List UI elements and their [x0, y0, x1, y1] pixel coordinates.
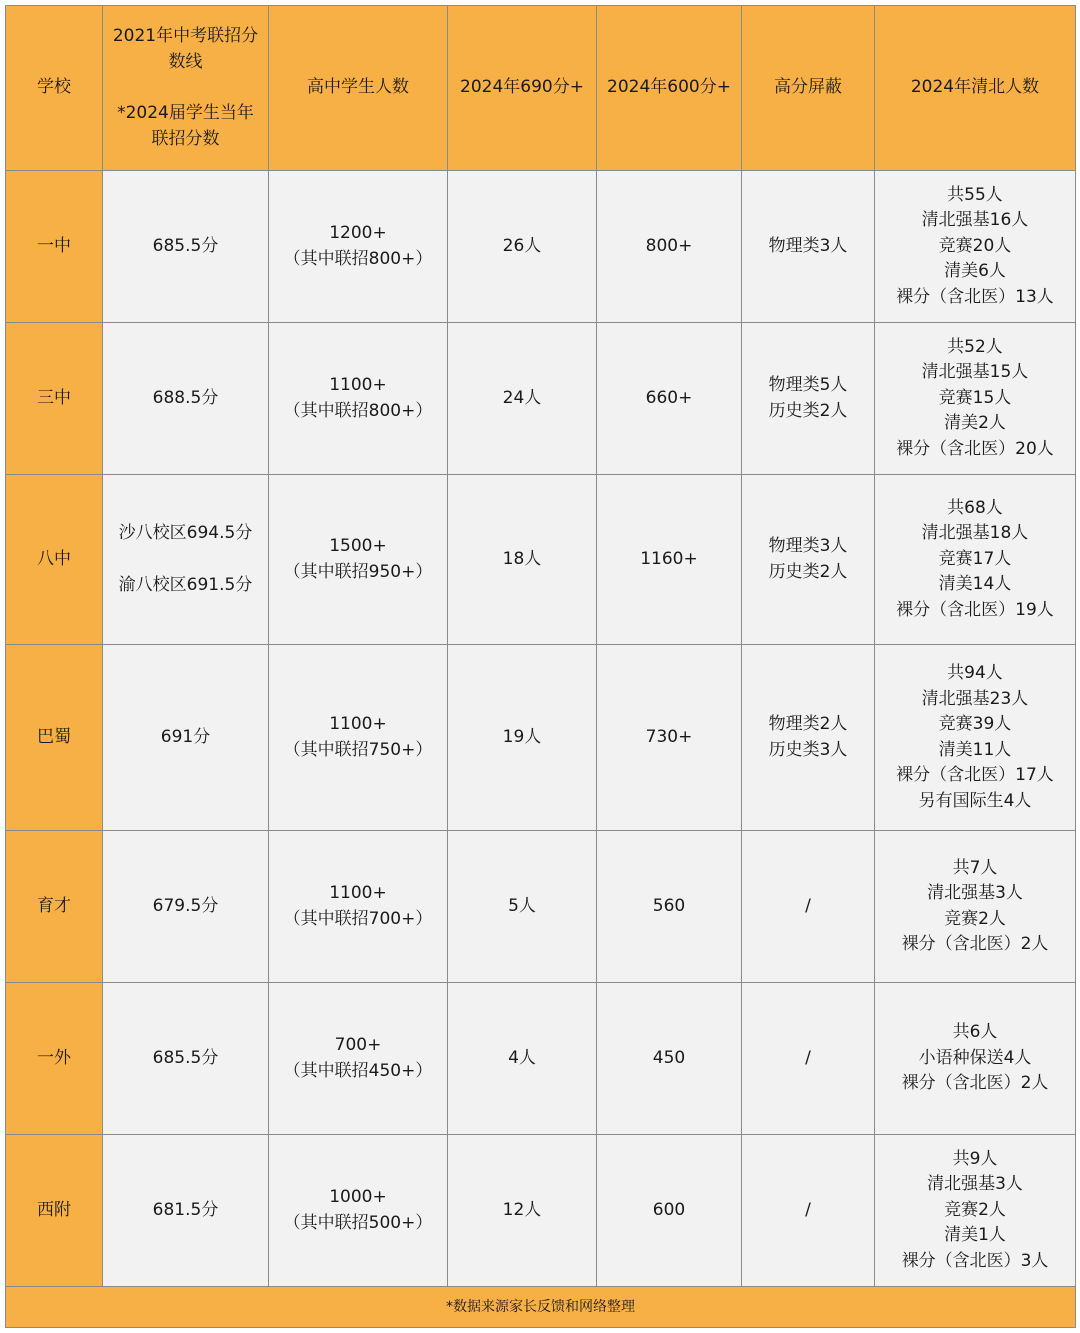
hidden-cell: [742, 645, 875, 831]
score600-cell: 560: [597, 831, 742, 983]
cutoff-gap: [107, 547, 264, 573]
qingbei-line: 共94人: [947, 663, 1003, 683]
qingbei-line: 裸分（含北医）19人: [896, 599, 1054, 620]
qingbei-line: 竞赛2人: [944, 1199, 1006, 1220]
header-cutoff-gap: [107, 75, 264, 101]
cutoff-line: 685.5分: [152, 1047, 219, 1068]
qingbei-cell: [875, 831, 1076, 983]
students-line: （其中联招800+）: [283, 248, 433, 269]
table-row: [6, 831, 1076, 983]
students-line: 1100+: [329, 714, 387, 734]
table-row: [6, 171, 1076, 323]
hidden-cell: [742, 1135, 875, 1287]
score690-cell: 18人: [448, 475, 597, 645]
cutoff-cell: [103, 475, 269, 645]
cutoff-cell: [103, 323, 269, 475]
qingbei-cell: [875, 983, 1076, 1135]
table-row: [6, 323, 1076, 475]
header-cutoff-note-line2: 联招分数: [151, 128, 220, 149]
students-cell: [269, 171, 448, 323]
students-cell: [269, 323, 448, 475]
table-row: [6, 645, 1076, 831]
qingbei-line: 裸分（含北医）2人: [901, 934, 1049, 954]
qingbei-line: 清北强基3人: [927, 883, 1023, 903]
students-line: （其中联招450+）: [283, 1060, 433, 1081]
hidden-line: 历史类2人: [768, 400, 848, 421]
qingbei-line: 清北强基3人: [927, 1174, 1023, 1195]
students-line: 1500+: [329, 536, 387, 556]
score600-cell: 450: [597, 983, 742, 1135]
hidden-cell: [742, 323, 875, 475]
header-cutoff: [103, 6, 269, 171]
qingbei-line: 共6人: [952, 1022, 998, 1043]
cutoff-cell: [103, 983, 269, 1135]
qingbei-line: 竞赛39人: [938, 714, 1012, 734]
qingbei-cell: [875, 645, 1076, 831]
school-name: 巴蜀: [6, 645, 103, 831]
school-name: 三中: [6, 323, 103, 475]
qingbei-line: 清美1人: [944, 1225, 1006, 1246]
students-line: 1100+: [329, 883, 387, 903]
qingbei-cell: [875, 1135, 1076, 1287]
score690-cell: 24人: [448, 323, 597, 475]
hidden-cell: [742, 831, 875, 983]
footnote-row: [6, 1287, 1076, 1328]
hidden-line: /: [805, 1047, 811, 1068]
qingbei-line: 竞赛2人: [944, 908, 1006, 929]
students-line: （其中联招950+）: [283, 561, 433, 582]
qingbei-line: 清美6人: [944, 261, 1006, 282]
hidden-line: 物理类3人: [768, 235, 848, 256]
cutoff-line: 渝八校区691.5分: [118, 574, 253, 595]
students-line: （其中联招750+）: [283, 739, 433, 760]
students-line: 700+: [334, 1035, 382, 1055]
table-row: [6, 475, 1076, 645]
score690-cell: 5人: [448, 831, 597, 983]
qingbei-line: 共68人: [947, 497, 1003, 518]
qingbei-line: 清北强基18人: [921, 523, 1029, 544]
header-cutoff-note-line1: *2024届学生当年: [117, 103, 254, 123]
qingbei-cell: [875, 171, 1076, 323]
header-cutoff-line2: 数线: [168, 51, 203, 72]
cutoff-line: 681.5分: [152, 1199, 219, 1220]
qingbei-line: 清美14人: [938, 574, 1012, 595]
hidden-cell: [742, 475, 875, 645]
students-line: 1200+: [329, 223, 387, 243]
cutoff-line: 691分: [160, 726, 211, 747]
qingbei-line: 共52人: [947, 336, 1003, 357]
score600-cell: 730+: [597, 645, 742, 831]
header-qingbei: 2024年清北人数: [875, 6, 1076, 171]
hidden-cell: [742, 171, 875, 323]
cutoff-line: 688.5分: [152, 387, 219, 408]
qingbei-line: 裸分（含北医）3人: [901, 1250, 1049, 1271]
students-line: （其中联招700+）: [283, 908, 433, 929]
score600-cell: 660+: [597, 323, 742, 475]
qingbei-line: 裸分（含北医）20人: [896, 438, 1054, 459]
school-name: 育才: [6, 831, 103, 983]
header-row: [6, 6, 1076, 171]
cutoff-cell: [103, 171, 269, 323]
students-line: （其中联招500+）: [283, 1212, 433, 1233]
qingbei-line: 清北强基23人: [921, 688, 1029, 709]
qingbei-cell: [875, 475, 1076, 645]
qingbei-line: 裸分（含北医）2人: [901, 1073, 1049, 1094]
qingbei-line: 清北强基15人: [921, 362, 1029, 383]
school-name: 西附: [6, 1135, 103, 1287]
hidden-cell: [742, 983, 875, 1135]
footnote: *数据来源家长反馈和网络整理: [6, 1287, 1076, 1328]
school-name: 一外: [6, 983, 103, 1135]
cutoff-cell: [103, 645, 269, 831]
students-cell: [269, 645, 448, 831]
score690-cell: 12人: [448, 1135, 597, 1287]
cutoff-line: 沙八校区694.5分: [118, 523, 253, 543]
qingbei-line: 另有国际生4人: [918, 790, 1032, 811]
qingbei-line: 清美2人: [944, 413, 1006, 434]
cutoff-cell: [103, 831, 269, 983]
header-cutoff-line1: 2021年中考联招分: [112, 26, 259, 46]
qingbei-line: 共7人: [952, 857, 998, 878]
score600-cell: 1160+: [597, 475, 742, 645]
cutoff-cell: [103, 1135, 269, 1287]
score690-cell: 4人: [448, 983, 597, 1135]
header-score600: 2024年600分+: [597, 6, 742, 171]
score600-cell: 800+: [597, 171, 742, 323]
students-line: 1000+: [329, 1187, 387, 1207]
header-hidden: 高分屏蔽: [742, 6, 875, 171]
table-row: [6, 983, 1076, 1135]
school-comparison-table: [5, 5, 1076, 1328]
students-line: 1100+: [329, 375, 387, 395]
school-name: 八中: [6, 475, 103, 645]
students-cell: [269, 1135, 448, 1287]
qingbei-line: 共9人: [952, 1148, 998, 1169]
hidden-line: 物理类2人: [768, 714, 848, 734]
qingbei-line: 清北强基16人: [921, 210, 1029, 231]
students-cell: [269, 831, 448, 983]
qingbei-line: 竞赛15人: [938, 387, 1012, 408]
table-row: [6, 1135, 1076, 1287]
header-score690: 2024年690分+: [448, 6, 597, 171]
school-name: 一中: [6, 171, 103, 323]
cutoff-line: 679.5分: [152, 895, 219, 916]
hidden-line: /: [805, 1199, 811, 1220]
header-school: 学校: [6, 6, 103, 171]
qingbei-line: 竞赛20人: [938, 235, 1012, 256]
hidden-line: 物理类5人: [768, 375, 848, 395]
students-cell: [269, 475, 448, 645]
score600-cell: 600: [597, 1135, 742, 1287]
qingbei-line: 共55人: [947, 184, 1003, 205]
score690-cell: 26人: [448, 171, 597, 323]
hidden-line: /: [805, 895, 811, 916]
qingbei-line: 裸分（含北医）17人: [896, 765, 1054, 785]
students-line: （其中联招800+）: [283, 400, 433, 421]
qingbei-line: 清美11人: [938, 739, 1012, 760]
students-cell: [269, 983, 448, 1135]
qingbei-line: 竞赛17人: [938, 548, 1012, 569]
table-body: [6, 171, 1076, 1287]
qingbei-line: 裸分（含北医）13人: [896, 286, 1054, 307]
cutoff-line: 685.5分: [152, 235, 219, 256]
qingbei-cell: [875, 323, 1076, 475]
hidden-line: 历史类3人: [768, 739, 848, 760]
school-comparison-table-wrap: [5, 5, 1075, 1328]
score690-cell: 19人: [448, 645, 597, 831]
header-students: 高中学生人数: [269, 6, 448, 171]
hidden-line: 历史类2人: [768, 561, 848, 582]
qingbei-line: 小语种保送4人: [918, 1047, 1032, 1068]
hidden-line: 物理类3人: [768, 536, 848, 556]
